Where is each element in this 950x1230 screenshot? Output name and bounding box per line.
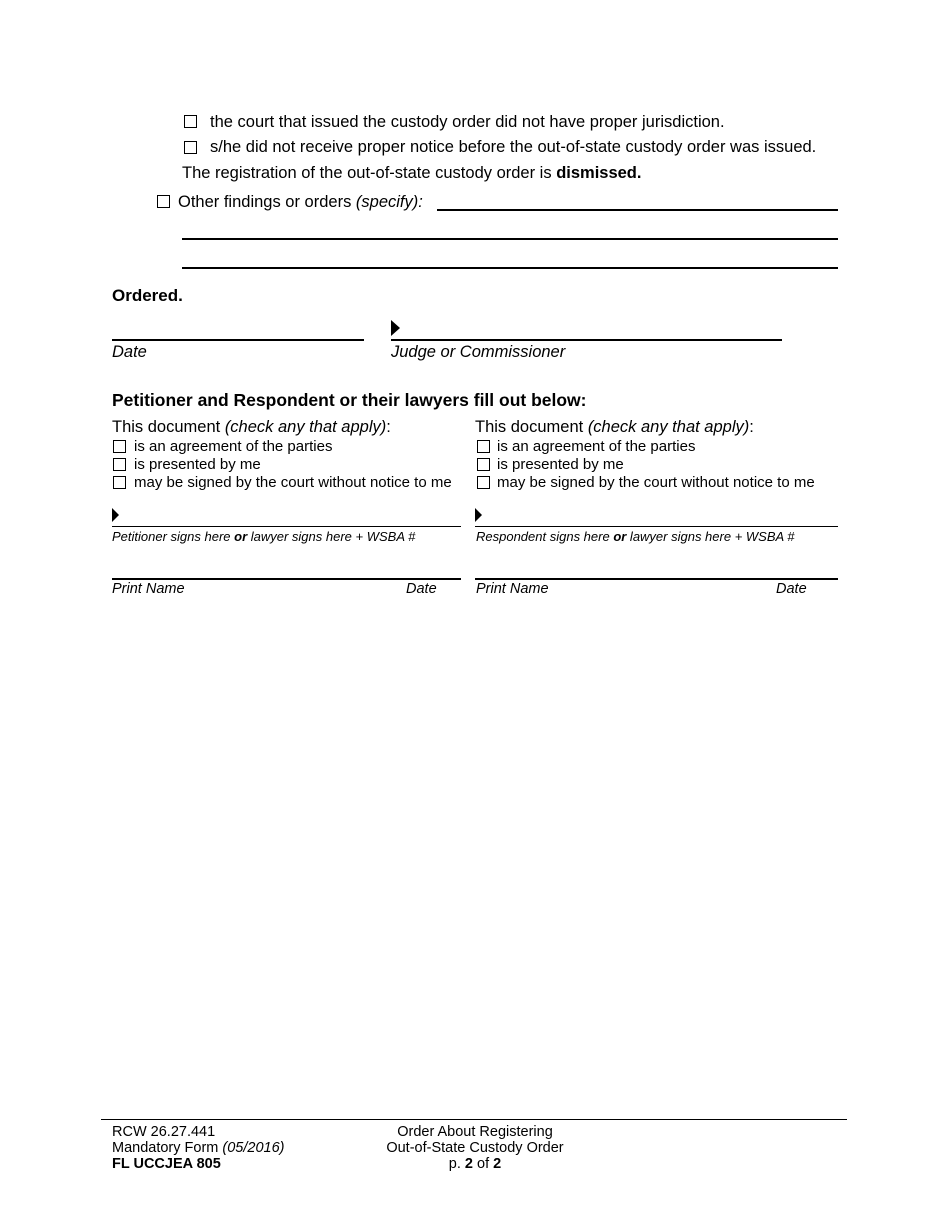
petitioner-sign-arrow-icon bbox=[112, 508, 119, 522]
footer-mandatory-date: (05/2016) bbox=[222, 1140, 285, 1156]
respondent-print-name-line[interactable] bbox=[475, 578, 838, 580]
respondent-signature-line[interactable] bbox=[475, 526, 838, 527]
notice-checkbox[interactable] bbox=[184, 141, 197, 154]
footer-page-of: of bbox=[472, 1156, 494, 1172]
respondent-doc-suffix: : bbox=[749, 418, 754, 436]
respondent-sign-suffix: lawyer signs here + WSBA # bbox=[626, 529, 795, 544]
respondent-no-notice-text: may be signed by the court without notice to me bbox=[497, 474, 815, 491]
dismissal-bold: dismissed. bbox=[556, 164, 642, 182]
date-label: Date bbox=[112, 343, 147, 361]
footer-mandatory-form bbox=[112, 1140, 284, 1157]
other-findings-line-2[interactable] bbox=[182, 238, 838, 240]
petitioner-sign-prefix: Petitioner signs here bbox=[112, 529, 235, 544]
respondent-agreement-checkbox[interactable] bbox=[477, 440, 490, 453]
judge-label: Judge or Commissioner bbox=[391, 343, 566, 361]
petitioner-signature-line[interactable] bbox=[112, 526, 461, 527]
petitioner-agreement-checkbox[interactable] bbox=[113, 440, 126, 453]
petitioner-date-label: Date bbox=[406, 581, 437, 597]
jurisdiction-text: the court that issued the custody order did not have proper jurisdiction. bbox=[210, 113, 725, 131]
respondent-doc-label bbox=[475, 417, 754, 437]
footer-divider bbox=[101, 1119, 847, 1120]
respondent-agreement-text: is an agreement of the parties bbox=[497, 438, 696, 455]
petitioner-no-notice-text: may be signed by the court without notice to me bbox=[134, 474, 452, 491]
petitioner-doc-prefix: This document bbox=[112, 418, 225, 436]
petitioner-print-name-label: Print Name bbox=[112, 581, 185, 597]
other-findings-checkbox[interactable] bbox=[157, 195, 170, 208]
footer-form-id: FL UCCJEA 805 bbox=[112, 1156, 221, 1172]
respondent-presented-checkbox[interactable] bbox=[477, 458, 490, 471]
other-findings-line-3[interactable] bbox=[182, 267, 838, 269]
respondent-doc-prefix: This document bbox=[475, 418, 588, 436]
judge-sign-arrow-icon bbox=[391, 320, 400, 336]
respondent-sign-prefix: Respondent signs here bbox=[476, 529, 614, 544]
other-findings-specify: (specify): bbox=[355, 193, 423, 211]
respondent-sign-arrow-icon bbox=[475, 508, 482, 522]
ordered-heading: Ordered. bbox=[112, 286, 183, 305]
petitioner-doc-label bbox=[112, 417, 391, 437]
petitioner-print-name-line[interactable] bbox=[112, 578, 461, 580]
other-findings-text: Other findings or orders bbox=[178, 193, 356, 211]
jurisdiction-checkbox[interactable] bbox=[184, 115, 197, 128]
petitioner-doc-suffix: : bbox=[386, 418, 391, 436]
petitioner-sign-suffix: lawyer signs here + WSBA # bbox=[247, 529, 416, 544]
other-findings-label bbox=[178, 192, 423, 212]
respondent-date-label: Date bbox=[776, 581, 807, 597]
footer-mandatory-prefix: Mandatory Form bbox=[112, 1140, 223, 1156]
other-findings-line-1[interactable] bbox=[437, 209, 838, 211]
judge-signature-line[interactable] bbox=[391, 339, 782, 341]
respondent-sign-or: or bbox=[613, 529, 627, 544]
petitioner-doc-italic: (check any that apply) bbox=[224, 418, 387, 436]
footer-page-prefix: p. bbox=[448, 1156, 465, 1172]
date-line[interactable] bbox=[112, 339, 364, 341]
respondent-doc-italic: (check any that apply) bbox=[587, 418, 750, 436]
footer-title-line2: Out-of-State Custody Order bbox=[386, 1140, 564, 1156]
petitioner-agreement-text: is an agreement of the parties bbox=[134, 438, 333, 455]
petitioner-sign-or: or bbox=[234, 529, 248, 544]
footer-title-line1: Order About Registering bbox=[397, 1124, 553, 1140]
footer-rcw: RCW 26.27.441 bbox=[112, 1124, 216, 1140]
petitioner-sign-label bbox=[112, 529, 415, 545]
parties-heading: Petitioner and Respondent or their lawyers fill out below: bbox=[112, 390, 587, 410]
dismissal-statement bbox=[182, 163, 641, 183]
footer-page-number bbox=[375, 1156, 575, 1173]
petitioner-no-notice-checkbox[interactable] bbox=[113, 476, 126, 489]
respondent-sign-label bbox=[476, 529, 795, 545]
respondent-no-notice-checkbox[interactable] bbox=[477, 476, 490, 489]
dismissal-prefix: The registration of the out-of-state custody order is bbox=[182, 164, 557, 182]
petitioner-presented-text: is presented by me bbox=[134, 456, 261, 473]
footer-page-current: 2 bbox=[464, 1156, 473, 1172]
notice-text: s/he did not receive proper notice before the out-of-state custody order was issued. bbox=[210, 138, 817, 156]
respondent-print-name-label: Print Name bbox=[476, 581, 549, 597]
petitioner-presented-checkbox[interactable] bbox=[113, 458, 126, 471]
footer-page-total: 2 bbox=[493, 1156, 502, 1172]
respondent-presented-text: is presented by me bbox=[497, 456, 624, 473]
